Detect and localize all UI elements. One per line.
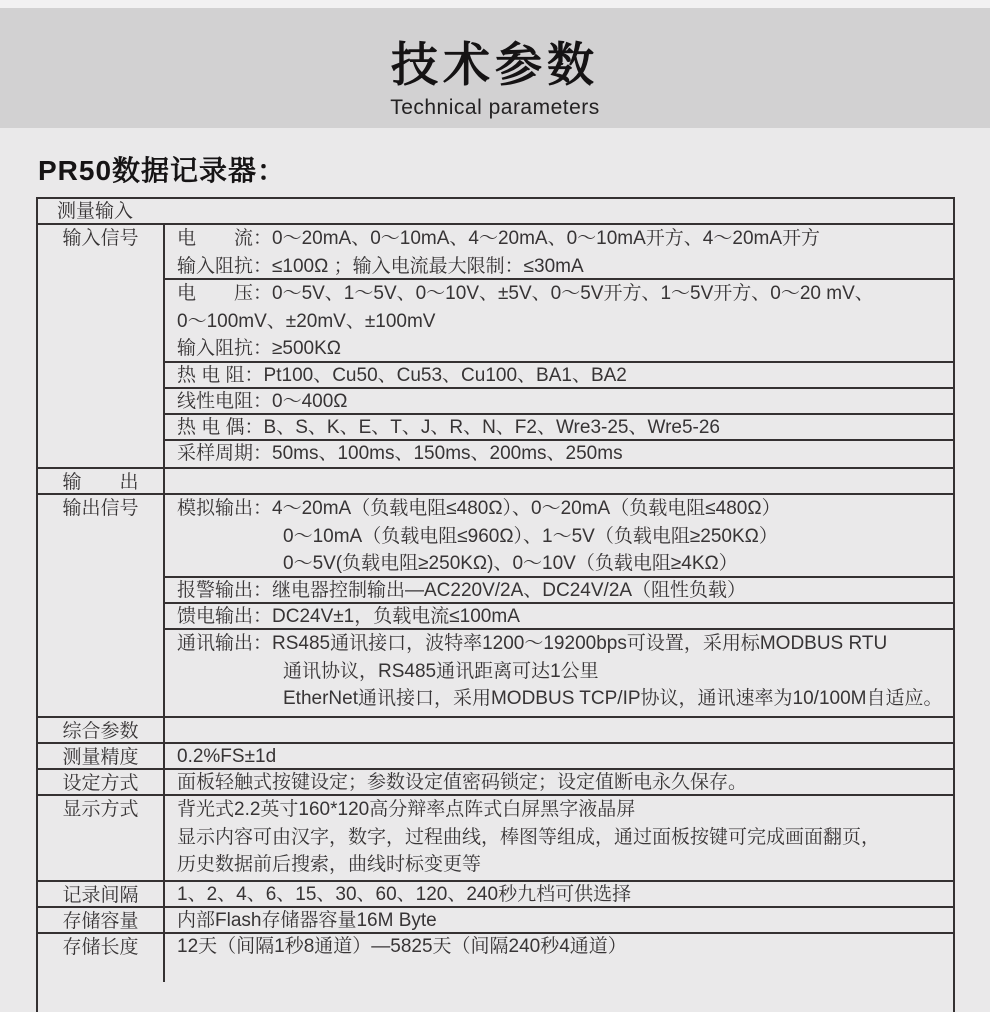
general-params-header-label: 综合参数 (38, 718, 165, 742)
spec-line: 显示内容可由汉字，数字，过程曲线，棒图等组成，通过面板按键可完成画面翻页， (177, 826, 881, 848)
accuracy-label: 测量精度 (38, 744, 165, 768)
storage-length-label: 存储长度 (38, 934, 165, 982)
output-header-empty-cell (165, 469, 953, 493)
spec-line: 0～10mA（负载电阻≤960Ω）、1～5V（负载电阻≥250KΩ） (283, 525, 778, 547)
output-signal-content (165, 495, 953, 716)
spec-line: 输入阻抗：≤100Ω ；输入电流最大限制：≤30mA (177, 255, 584, 277)
row-storage-capacity (38, 908, 953, 934)
row-accuracy (38, 744, 953, 770)
spec-line: 输入阻抗：≥500KΩ (177, 338, 342, 359)
row-general-params-header (38, 718, 953, 744)
page-subtitle: Technical parameters (390, 96, 600, 119)
row-storage-length (38, 934, 953, 982)
output-feed-cell: 馈电输出：DC24V±1，负载电流≤100mA (165, 604, 953, 630)
input-rtd-cell: 热 电 阻：Pt100、Cu50、Cu53、Cu100、BA1、BA2 (165, 363, 953, 389)
spec-table (36, 197, 955, 1012)
row-input-signal (38, 225, 953, 469)
measure-input-header-label: 测量输入 (57, 201, 134, 222)
input-current-cell (165, 225, 953, 280)
spec-line: 通讯输出：RS485通讯接口，波特率1200～19200bps可设置，采用标MODBUS RTU (177, 633, 888, 654)
output-comm-cell (165, 630, 953, 716)
page-title: 技术参数 (391, 38, 599, 91)
spec-line: 0～5V(负载电阻≥250KΩ)、0～10V（负载电阻≥4KΩ） (283, 553, 738, 574)
spec-line: EtherNet通讯接口，采用MODBUS TCP/IP协议，通讯速率为10/100M自适应。 (283, 688, 943, 709)
spec-line: 电 流：0～20mA、0～10mA、4～20mA、0～10mA开方、4～20mA开方 (177, 228, 821, 249)
input-voltage-cell (165, 280, 953, 363)
row-setting-method (38, 770, 953, 796)
record-interval-value: 1、2、4、6、15、30、60、120、240秒九档可供选择 (177, 884, 632, 905)
top-strip (0, 0, 990, 8)
row-display-method (38, 796, 953, 882)
spec-line: 背光式2.2英寸160*120高分辩率点阵式白屏黑字液晶屏 (177, 799, 636, 820)
storage-length-value: 12天（间隔1秒8通道）—5825天（间隔240秒4通道） (177, 936, 627, 957)
spec-line: 模拟输出：4～20mA（负载电阻≤480Ω）、0～20mA（负载电阻≤480Ω） (177, 498, 781, 519)
spec-line: 历史数据前后搜索，曲线时标变更等 (177, 854, 482, 875)
accuracy-value: 0.2%FS±1d (177, 746, 277, 767)
section-heading: PR50数据记录器： (38, 155, 287, 186)
input-linear-resistance-cell: 线性电阻：0～400Ω (165, 389, 953, 415)
storage-capacity-label: 存储容量 (38, 908, 165, 932)
input-thermocouple-cell: 热 电 偶：B、S、K、E、T、J、R、N、F2、Wre3-25、Wre5-26 (165, 415, 953, 441)
input-sampling-period-cell: 采样周期：50ms、100ms、150ms、200ms、250ms (177, 443, 623, 464)
display-method-label: 显示方式 (38, 796, 165, 880)
output-header-label: 输 出 (38, 469, 165, 493)
input-signal-content (165, 225, 953, 467)
spec-line: 0～100mV、±20mV、±100mV (177, 310, 436, 332)
row-output-header (38, 469, 953, 495)
output-alarm-cell: 报警输出：继电器控制输出—AC220V/2A、DC24V/2A（阻性负载） (165, 578, 953, 604)
spec-line: 通讯协议，RS485通讯距离可达1公里 (283, 660, 599, 682)
input-signal-label: 输入信号 (38, 225, 165, 467)
row-measure-input-header (38, 199, 953, 225)
display-method-content (165, 796, 953, 880)
setting-method-label: 设定方式 (38, 770, 165, 794)
row-output-signal (38, 495, 953, 718)
spec-line: 电 压：0～5V、1～5V、0～10V、±5V、0～5V开方、1～5V开方、0～20 mV、 (177, 283, 874, 304)
general-params-empty-cell (165, 718, 953, 742)
row-record-interval (38, 882, 953, 908)
output-signal-label: 输出信号 (38, 495, 165, 716)
setting-method-value: 面板轻触式按键设定；参数设定值密码锁定；设定值断电永久保存。 (177, 772, 748, 793)
output-analog-cell (165, 495, 953, 578)
display-method-cell (165, 796, 953, 880)
title-banner (0, 8, 990, 128)
record-interval-label: 记录间隔 (38, 882, 165, 906)
storage-capacity-value: 内部Flash存储器容量16M Byte (177, 910, 437, 931)
